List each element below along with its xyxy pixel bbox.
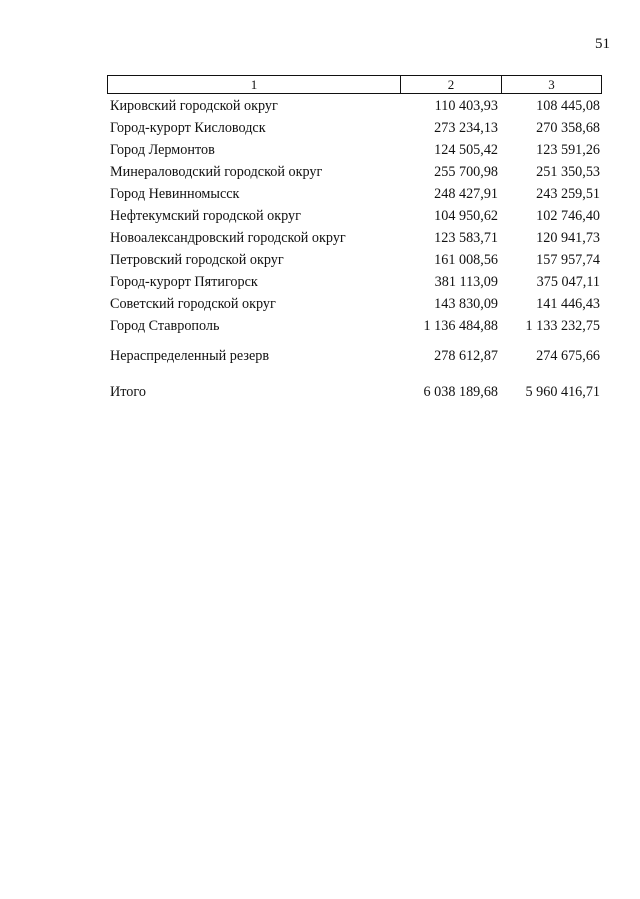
table-row (110, 139, 602, 161)
table-row (110, 95, 602, 117)
reserve-value-col-2: 278 612,87 (434, 348, 498, 364)
table-header-col-3: 3 (548, 77, 555, 92)
row-name: Кировский городской округ (110, 98, 278, 114)
row-value-col-2: 255 700,98 (434, 164, 498, 180)
row-value-col-2: 273 234,13 (434, 120, 498, 136)
row-value-col-3: 243 259,51 (536, 186, 600, 202)
row-value-col-3: 251 350,53 (536, 164, 600, 180)
row-name: Новоалександровский городской округ (110, 230, 346, 246)
table-row (110, 271, 602, 293)
table-row (110, 227, 602, 249)
total-row (110, 381, 602, 403)
row-value-col-3: 141 446,43 (536, 296, 600, 312)
row-name: Город-курорт Пятигорск (110, 274, 258, 290)
row-name: Город-курорт Кисловодск (110, 120, 266, 136)
table-body (110, 95, 602, 337)
reserve-row (110, 345, 602, 367)
row-name: Советский городской округ (110, 296, 276, 312)
table-row (110, 345, 602, 367)
row-name: Петровский городской округ (110, 252, 284, 268)
table-row (110, 161, 602, 183)
row-value-col-3: 1 133 232,75 (525, 318, 600, 334)
row-value-col-2: 248 427,91 (434, 186, 498, 202)
total-name: Итого (110, 384, 146, 400)
reserve-name: Нераспределенный резерв (110, 348, 270, 364)
page-number: 51 (595, 36, 610, 52)
table-row (110, 249, 602, 271)
table-row (110, 381, 602, 403)
row-name: Город Невинномысск (110, 186, 240, 202)
row-name: Город Ставрополь (110, 318, 220, 334)
row-value-col-3: 270 358,68 (536, 120, 600, 136)
row-value-col-2: 123 583,71 (434, 230, 498, 246)
table-row (110, 315, 602, 337)
row-value-col-3: 157 957,74 (536, 252, 600, 268)
row-value-col-2: 143 830,09 (434, 296, 498, 312)
row-name: Нефтекумский городской округ (110, 208, 301, 224)
table-row (110, 183, 602, 205)
row-value-col-3: 120 941,73 (536, 230, 600, 246)
row-value-col-3: 123 591,26 (536, 142, 600, 158)
row-value-col-3: 108 445,08 (536, 98, 600, 114)
row-value-col-2: 124 505,42 (434, 142, 498, 158)
row-value-col-2: 110 403,93 (434, 98, 498, 114)
row-value-col-2: 1 136 484,88 (423, 318, 498, 334)
row-value-col-2: 104 950,62 (434, 208, 498, 224)
row-value-col-2: 381 113,09 (434, 274, 498, 290)
row-value-col-2: 161 008,56 (434, 252, 498, 268)
reserve-value-col-3: 274 675,66 (536, 348, 600, 364)
table-header-col-2: 2 (401, 76, 502, 93)
total-value-col-2: 6 038 189,68 (423, 384, 498, 400)
row-name: Город Лермонтов (110, 142, 215, 158)
table-row (110, 293, 602, 315)
row-value-col-3: 375 047,11 (536, 274, 600, 290)
row-name: Минераловодский городской округ (110, 164, 323, 180)
table-row (110, 117, 602, 139)
table-header-col-1: 1 (108, 76, 401, 93)
table-row (110, 205, 602, 227)
row-value-col-3: 102 746,40 (536, 208, 600, 224)
total-value-col-3: 5 960 416,71 (525, 384, 600, 400)
table-header-row (107, 75, 602, 94)
